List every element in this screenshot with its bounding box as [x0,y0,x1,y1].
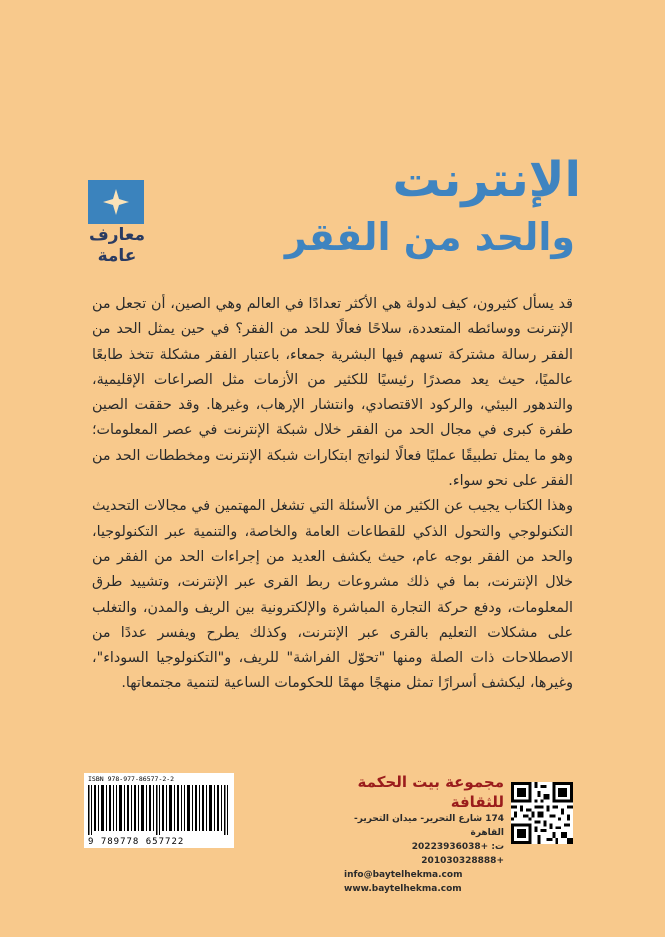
publisher-name: مجموعة بيت الحكمة للثقافة [357,773,504,811]
back-cover-blurb [92,292,573,697]
publisher-address: 174 شارع التحرير- ميدان التحرير- القاهرة [354,814,504,838]
series-logo [88,180,146,266]
book-title: الإنترنت [392,152,581,208]
qr-code-icon [511,782,573,844]
publisher-website[interactable]: www.baytelhekma.com [344,884,462,894]
barcode-digits: 9 789778 657722 [88,837,185,847]
publisher-email[interactable]: info@baytelhekma.com [344,870,463,880]
barcode-bars-icon [88,785,230,835]
isbn-label: ISBN 978-977-86577-2-2 [88,775,175,783]
star-icon [88,180,144,224]
series-name-line2: عامة [97,246,137,266]
book-subtitle: والحد من الفقر [284,215,575,259]
blurb-paragraph-2: وهذا الكتاب يجيب عن الكثير من الأسئلة التي تشغل المهتمين في مجالات التحديث التكنولوجي والتحول الذكي للقطاعات العامة والخاصة، والتنمية عبر التكنولوجيا، والحد من الفقر بوجه عام، حيث يكشف العديد من إجراءات الحد من الفقر من خلال الإنترنت، بما في ذلك مشروعات ربط القرى عبر الإنترنت، وتشييد طرق المعلومات، ودفع حركة التجارة المباشرة والإلكترونية بين الريف والمدن، والتغلب على مشكلات التعليم بالقرى عبر الإنترنت، وكذلك يطرح ويفسر عددًا من الاصطلاحات ذات الصلة ومنها "تحوّل الفراشة" للريف، و"التكنولوجيا السوداء"، وغيرها، ليكشف أسرارًا تمثل منهجًا مهمًا للحكومات الساعية لتنمية مجتمعاتها. [92,498,573,692]
series-name-line1: معارف [88,225,146,245]
isbn-barcode [84,773,234,848]
blurb-paragraph-1: قد يسأل كثيرون، كيف لدولة هي الأكثر تعدادًا في العالم وهي الصين، أن تجعل من الإنترنت ووسائطه المتعددة، سلاحًا فعالًا للحد من الفقر؟ في حين يمثل الحد من الفقر رسالة مشتركة تسهم فيها البشرية جمعاء، باعتبار الفقر مشكلة تتخذ طابعًا عالميًا، حيث يعد مصدرًا رئيسيًا للكثير من الأزمات مثل الصراعات الإقليمية، والتدهور البيئي، والركود الاقتصادي، وانتشار الإرهاب، وغيرها. وقد حققت الصين طفرة كبرى في مجال الحد من الفقر خلال شبكة الإنترنت في عصر المعلومات؛ وهو ما يمثل تطبيقًا عمليًا فعالًا لنواتج ابتكارات شبكة الإنترنت ومخططات الحد من الفقر على نحو سواء. [92,296,573,490]
publisher-info [344,772,504,896]
publisher-phones: ت: +20223936038 +201030328888 [411,842,504,866]
